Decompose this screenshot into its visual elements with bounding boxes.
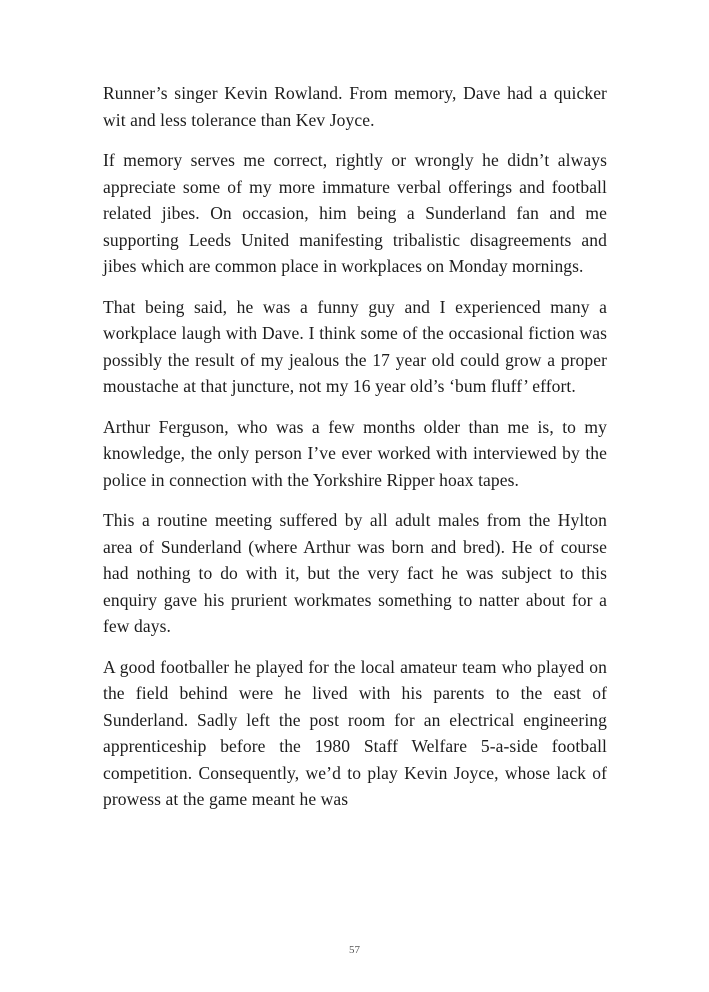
paragraph: A good footballer he played for the local amateur team who played on the field behind were he lived with his parents to the east of Sunderland. Sadly left the post room for an electrical engineering apprenticeship before the 1980 Staff Welfare 5-a-side football competition. Consequently, we’d to play Kevin Joyce, whose lack of prowess at the game meant he was (103, 656, 607, 809)
paragraph: Arthur Ferguson, who was a few months older than me is, to my knowledge, the only person I’ve ever worked with interviewed by the police in connection with the Yorkshire Ripper hoax tapes. (103, 416, 607, 490)
paragraph: If memory serves me correct, rightly or wrongly he didn’t always appreciate some of my more immature verbal offerings and football related jibes. On occasion, him being a Sunderland fan and me supporting Leeds United manifesting tribalistic disagreements and jibes which are common place in workplaces on Monday mornings. (103, 150, 607, 276)
page-footer (0, 940, 709, 958)
paragraph: That being said, he was a funny guy and I experienced many a workplace laugh with Dave. I think some of the occasional fiction was possibly the result of my jealous the 17 year old could grow a proper moustache at that juncture, not my 16 year old’s ‘bum fluff’ effort. (103, 296, 607, 396)
page-number: 57 (349, 944, 360, 956)
paragraph: This a routine meeting suffered by all adult males from the Hylton area of Sunderland (where Arthur was born and bred). He of course had nothing to do with it, but the very fact he was subject to this enquiry gave his prurient workmates something to natter about for a few days. (103, 510, 607, 636)
page-body-text (103, 80, 607, 827)
paragraph: Runner’s singer Kevin Rowland. From memory, Dave had a quicker wit and less tolerance than Kev Joyce. (103, 83, 607, 130)
